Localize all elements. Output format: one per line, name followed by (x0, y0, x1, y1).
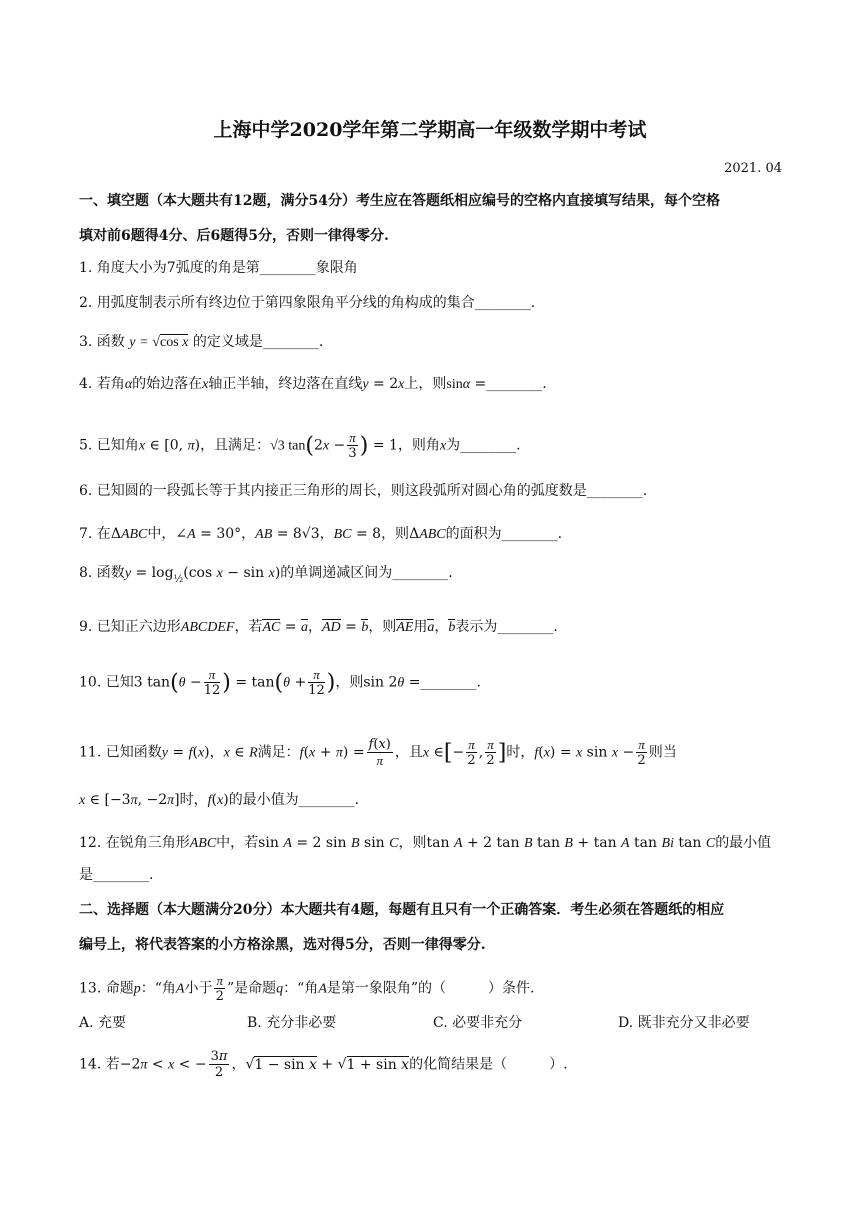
q13-text: 13. 命题 (79, 980, 134, 997)
question-13: 13. 命题p：“角A小于 $\frac{\pi}{2}$ ”是命题q：“角A是第一象限角”的（ ）条件. (79, 973, 535, 1004)
q13-text: ：“角 (140, 980, 176, 997)
question-14: 14. 若−2π < x < − $\frac{3\pi}{2}$ ，√1 − sin x + √1 + sin x的化简结果是（ ）. (79, 1049, 568, 1080)
q12-text: ，则 (398, 835, 427, 851)
q9-text: ， (434, 619, 449, 635)
q5-text: 为________. (446, 437, 521, 454)
q11-text: ， (209, 744, 224, 761)
q11-text: 则当 (648, 744, 677, 761)
section1-instructions-line2: 填对前6题得4分、后6题得5分，否则一律得零分. (79, 228, 389, 244)
q12-text: 中，若 (216, 835, 259, 851)
question-6: 6. 已知圆的一段弧长等于其内接正三角形的周长，则这段弧所对圆心角的弧度数是________. (79, 483, 648, 499)
q14-text: ， (231, 1056, 246, 1073)
q7-text: 的面积为________. (445, 526, 563, 542)
q13-option-d: D. 既非充分又非必要 (618, 1015, 750, 1031)
q11-text: 时， (506, 744, 535, 761)
q4-text: 4. 若角 (79, 376, 125, 392)
exam-title: 上海中学2020学年第二学期高一年级数学期中考试 (213, 119, 647, 141)
q5-text: ，则角 (397, 437, 440, 454)
q9-text: 9. 已知正六边形 (79, 619, 181, 635)
q14-text: 的化简结果是（ ）. (409, 1056, 568, 1073)
q7-text: ， (319, 526, 334, 542)
q9-text: ，则 (368, 619, 397, 635)
q3-formula: y (129, 335, 136, 350)
section1-instructions-line1: 一、填空题（本大题共有12题，满分54分）考生应在答题纸相应编号的空格内直接填写结果，每个空格 (79, 193, 720, 209)
q9-text: 表示为________. (455, 619, 558, 635)
q12-text: 的最小值 (715, 835, 772, 851)
q7-text: ， (241, 526, 256, 542)
q12-text: 12. 在锐角三角形 (79, 835, 190, 851)
section2-instructions-line2: 编号上，将代表答案的小方格涂黑，选对得5分，否则一律得零分. (79, 937, 486, 953)
q9-text: 用 (413, 619, 428, 635)
q11-text: 满足： (257, 744, 300, 761)
q5-text: 5. 已知角 (79, 437, 139, 454)
q10-text: 10. 已知 (79, 674, 134, 691)
question-11-cont: x ∈ [−3π, −2π]时，f(x)的最小值为________. (79, 792, 360, 808)
question-1: 1. 角度大小为7弧度的角是第________象限角 (79, 260, 358, 276)
q11-text: ，且 (394, 744, 423, 761)
q10-text: ，则 (335, 674, 364, 691)
q8-text: 8. 函数 (79, 565, 125, 581)
q13-text: 是第一象限角”的（ ）条件. (326, 980, 535, 997)
q5-text: ，且满足： (200, 437, 271, 454)
question-3: 3. 函数 y = √cos x 的定义域是________. (79, 334, 324, 350)
q4-text: 轴正半轴，终边落在直线 (208, 376, 363, 392)
question-12: 12. 在锐角三角形ABC中，若sin A = 2 sin B sin C，则tan A + 2 tan B tan B + tan A tan Bi tan C的最小值 (79, 835, 772, 851)
question-9: 9. 已知正六边形ABCDEF，若AC = a，AD = b，则AE用a，b表示为________. (79, 617, 558, 638)
q7-text: ，则 (381, 526, 410, 542)
q10-text: ________. (420, 674, 481, 691)
q13-text: ”是命题 (226, 980, 277, 997)
question-12-cont: 是________. (79, 867, 154, 883)
question-2: 2. 用弧度制表示所有终边位于第四象限角平分线的角构成的集合________. (79, 295, 536, 311)
q8-text: 的单调递减区间为________. (280, 565, 453, 581)
q7-text: 7. 在 (79, 526, 111, 542)
q9-text: ，若 (234, 619, 263, 635)
q9-text: ， (308, 619, 322, 635)
q14-text: 14. 若 (79, 1056, 120, 1073)
q3-text-end: 的定义域是________. (192, 334, 324, 350)
q11-text: 时， (179, 792, 208, 808)
question-11: 11. 已知函数y = f(x)，x ∈ R满足：f(x + π) = $\frac{f(x)}{\pi}$ ，且x ∈[− $\frac{\pi}{2}$ , $\frac{\pi}{2}$ ]时，f(x) = x sin x − $\frac{\pi}{2}$ 则当 (79, 737, 677, 768)
question-4: 4. 若角α的始边落在x轴正半轴，终边落在直线y = 2x上，则sinα =________. (79, 376, 547, 392)
q11-text: 的最小值为________. (228, 792, 360, 808)
q4-text: 上，则 (404, 376, 447, 392)
exam-date: 2021. 04 (724, 161, 782, 176)
question-7: 7. 在ΔABC中，∠A = 30°，AB = 8√3，BC = 8，则ΔABC的面积为________. (79, 526, 563, 542)
q7-text: 中， (147, 526, 176, 542)
q3-text: 3. 函数 (79, 334, 125, 350)
q13-option-b: B. 充分非必要 (247, 1015, 337, 1031)
q4-text: ________. (486, 376, 547, 392)
q13-text: ：“角 (283, 980, 319, 997)
question-5: 5. 已知角x ∈ [0, π)，且满足：√3 tan(2x − $\frac{\pi}{3}$ ) = 1，则角x为________. (79, 430, 521, 461)
q13-option-c: C. 必要非充分 (433, 1015, 523, 1031)
q13-option-a: A. 充要 (79, 1015, 127, 1031)
section2-instructions-line1: 二、选择题（本大题满分20分）本大题共有4题，每题有且只有一个正确答案．考生必须在答题纸的相应 (79, 902, 725, 918)
question-10: 10. 已知3 tan(θ − $\frac{\pi}{12}$ ) = tan(θ + $\frac{\pi}{12}$ )，则sin 2θ =________. (79, 667, 481, 698)
q11-text: 11. 已知函数 (79, 744, 162, 761)
question-8: 8. 函数$y = \log_{\frac{1}{2}}(\cos$ x − sin x)的单调递减区间为________. (79, 565, 453, 585)
q4-text: 的始边落在 (132, 376, 203, 392)
q13-text: 小于 (184, 980, 213, 997)
